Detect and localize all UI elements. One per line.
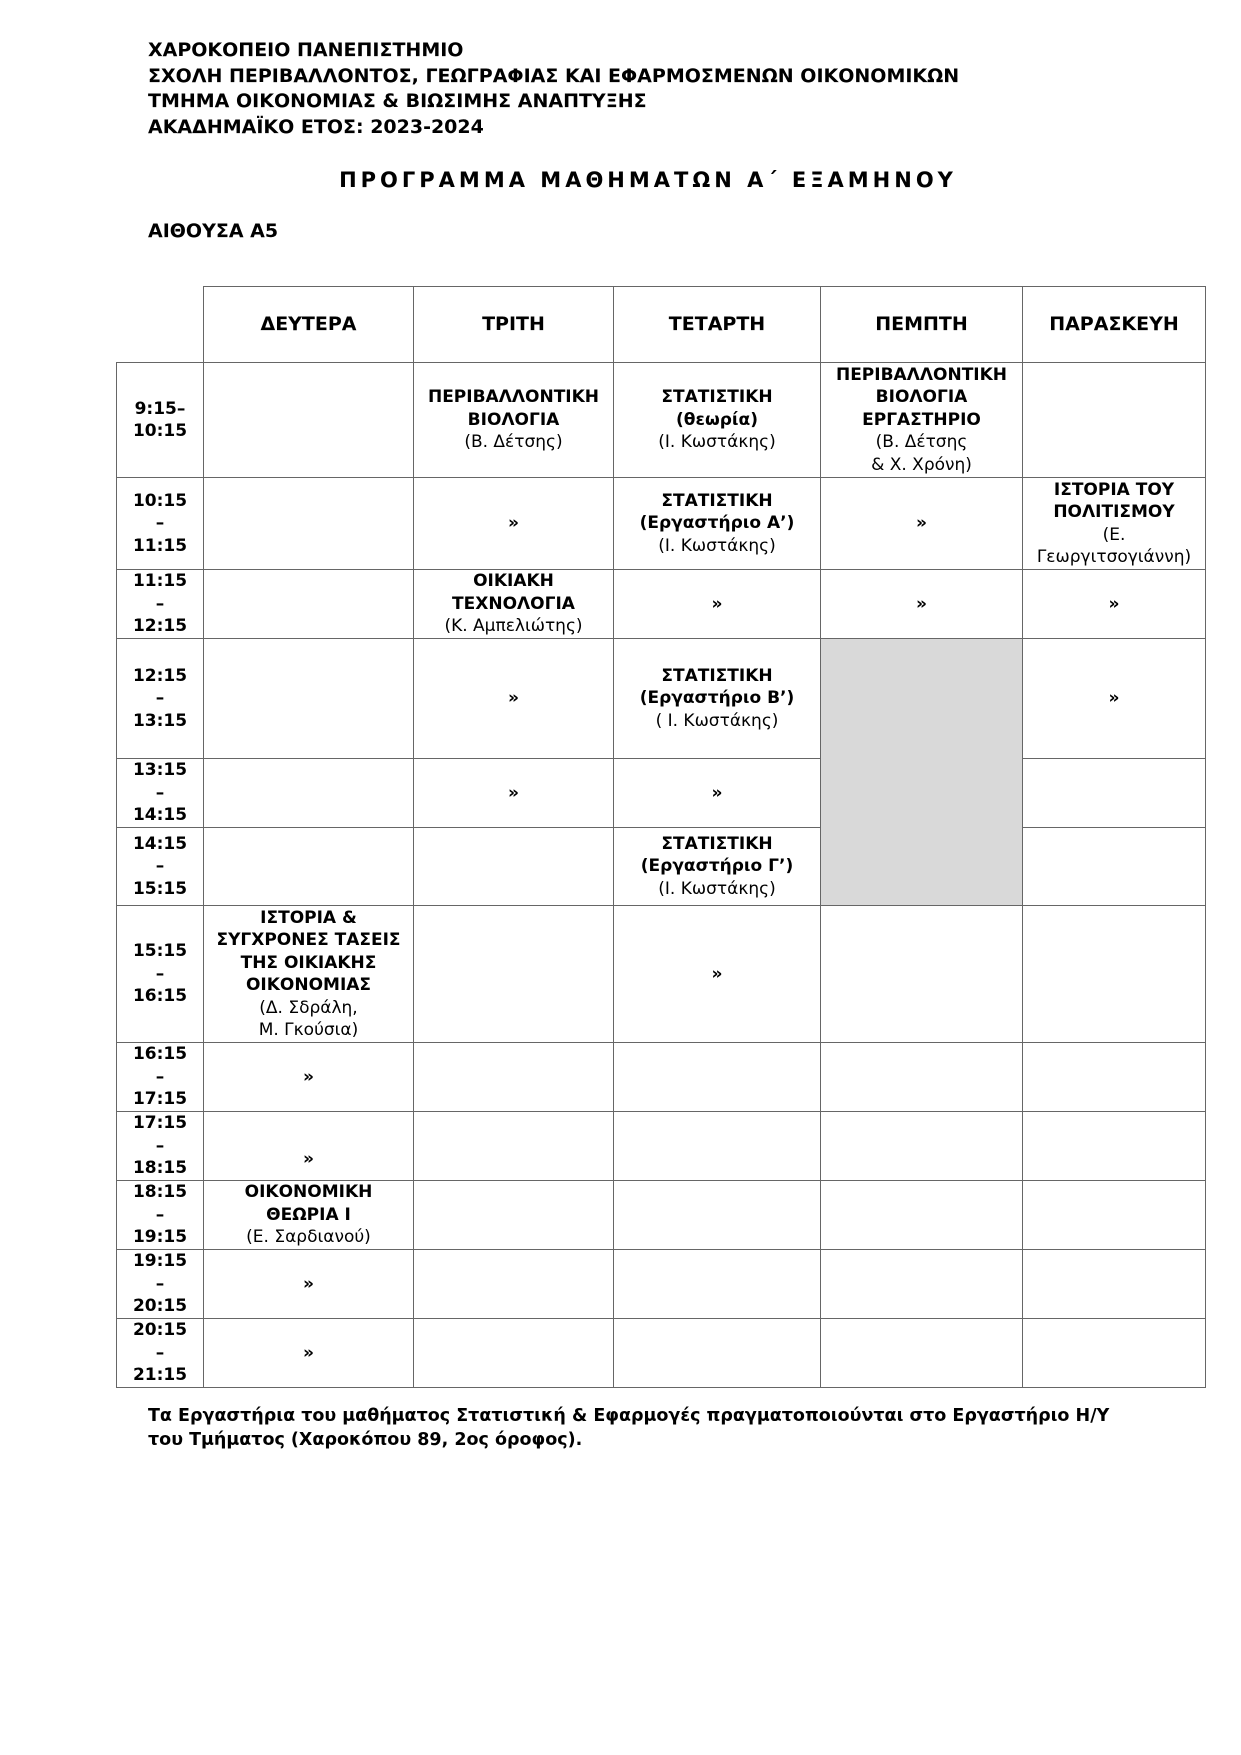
course-title: ΘΕΩΡΙΑ Ι <box>266 1204 351 1225</box>
schedule-cell <box>204 478 414 570</box>
table-row <box>117 478 1206 570</box>
table-row <box>117 1181 1206 1250</box>
time-slot <box>117 759 204 828</box>
course-title: ΣΤΑΤΙΣΤΙΚΗ <box>661 833 773 854</box>
time-slot <box>117 1319 204 1388</box>
time-text: 11:15 <box>132 571 188 592</box>
time-text: – <box>155 1066 165 1087</box>
time-text: 17:15 <box>132 1113 188 1134</box>
schedule-cell <box>414 1250 614 1319</box>
time-text: 11:15 <box>132 535 188 556</box>
day-header-friday: ΠΑΡΑΣΚΕΥΗ <box>1023 287 1206 363</box>
time-slot <box>117 828 204 906</box>
time-text: – <box>155 1273 165 1294</box>
schedule-cell <box>821 1250 1023 1319</box>
time-text: 17:15 <box>132 1089 188 1110</box>
schedule-cell <box>1023 363 1206 478</box>
schedule-cell <box>614 1112 821 1181</box>
course-title: ΤΗΣ ΟΙΚΙΑΚΗΣ <box>240 952 377 973</box>
course-cell <box>614 478 821 570</box>
course-title: ΙΣΤΟΡΙΑ & <box>260 907 357 928</box>
schedule-cell <box>204 639 414 759</box>
schedule-cell <box>1023 1250 1206 1319</box>
schedule-cell <box>821 1319 1023 1388</box>
time-text: 18:15 <box>132 1158 188 1179</box>
continuation-mark: » <box>204 1112 414 1181</box>
time-slot <box>117 1250 204 1319</box>
instructor: Μ. Γκούσια) <box>258 1020 359 1040</box>
time-text: – <box>155 688 165 709</box>
schedule-cell <box>821 1043 1023 1112</box>
table-row <box>117 828 1206 906</box>
schedule-cell <box>821 1112 1023 1181</box>
instructor: (Ι. Κωστάκης) <box>658 432 776 453</box>
school-name: ΣΧΟΛΗ ΠΕΡΙΒΑΛΛΟΝΤΟΣ, ΓΕΩΓΡΑΦΙΑΣ ΚΑΙ ΕΦΑΡΜΟΣΜΕΝΩΝ ΟΙΚΟΝΟΜΙΚΩΝ <box>148 64 960 87</box>
time-text: 9:15–10:15 <box>132 398 188 441</box>
course-title: ΣΥΓΧΡΟΝΕΣ ΤΑΣΕΙΣ <box>216 930 401 950</box>
department-name: ΤΜΗΜΑ ΟΙΚΟΝΟΜΙΑΣ & ΒΙΩΣΙΜΗΣ ΑΝΑΠΤΥΞΗΣ <box>148 90 647 112</box>
schedule-cell <box>1023 906 1206 1043</box>
time-text: 19:15 <box>132 1251 188 1272</box>
course-title: ΟΙΚΟΝΟΜΙΑΣ <box>245 975 372 995</box>
time-text: 14:15 <box>132 805 188 826</box>
time-text: 12:15 <box>132 616 188 637</box>
continuation-mark: » <box>614 906 821 1043</box>
schedule-cell <box>204 363 414 478</box>
table-row <box>117 363 1206 478</box>
academic-year: ΑΚΑΔΗΜΑΪΚΟ ΕΤΟΣ: 2023-2024 <box>148 115 484 138</box>
course-title: ΣΤΑΤΙΣΤΙΚΗ <box>661 490 773 511</box>
instructor: (Ε. Σαρδιανού) <box>246 1227 371 1248</box>
table-row <box>117 1319 1206 1388</box>
table-row <box>117 1250 1206 1319</box>
course-title: ΟΙΚΟΝΟΜΙΚΗ <box>244 1182 373 1203</box>
time-text: 10:15 <box>132 490 188 511</box>
schedule-cell <box>414 1181 614 1250</box>
time-slot <box>117 570 204 639</box>
course-cell <box>204 906 414 1043</box>
course-cell <box>614 363 821 478</box>
continuation-mark: » <box>414 478 614 570</box>
continuation-mark: » <box>414 639 614 759</box>
continuation-mark: » <box>1023 639 1206 759</box>
schedule-cell <box>1023 1181 1206 1250</box>
schedule-cell <box>1023 1319 1206 1388</box>
course-cell <box>204 1181 414 1250</box>
continuation-mark: » <box>1023 570 1206 639</box>
time-slot <box>117 478 204 570</box>
course-title: ΒΙΟΛΟΓΙΑ <box>467 409 560 430</box>
time-text: 21:15 <box>132 1365 188 1386</box>
time-text: 16:15 <box>132 986 188 1007</box>
table-row <box>117 906 1206 1043</box>
page-title: ΠΡΟΓΡΑΜΜΑ ΜΑΘΗΜΑΤΩΝ Α΄ ΕΞΑΜΗΝΟΥ <box>339 168 957 192</box>
time-text: 15:15 <box>132 941 188 962</box>
schedule-cell <box>614 1181 821 1250</box>
time-text: 20:15 <box>132 1296 188 1317</box>
instructor: (Β. Δέτσης <box>875 432 968 453</box>
course-title: ΕΡΓΑΣΤΗΡΙΟ <box>862 409 981 430</box>
course-cell <box>414 570 614 639</box>
document-header <box>148 38 959 140</box>
schedule-cell <box>1023 1112 1206 1181</box>
schedule-cell <box>821 906 1023 1043</box>
time-text: 15:15 <box>132 878 188 899</box>
instructor: & Χ. Χρόνη) <box>871 454 972 475</box>
day-header-tuesday: ΤΡΙΤΗ <box>414 287 614 363</box>
instructor: Γεωργιτσογιάννη) <box>1036 547 1192 567</box>
table-row <box>117 570 1206 639</box>
schedule-cell <box>414 828 614 906</box>
corner-cell <box>117 287 204 363</box>
university-name: ΧΑΡΟΚΟΠΕΙΟ ΠΑΝΕΠΙΣΤΗΜΙΟ <box>148 39 464 61</box>
schedule-cell <box>821 1181 1023 1250</box>
time-text: 14:15 <box>132 833 188 854</box>
time-slot <box>117 1181 204 1250</box>
continuation-mark: » <box>204 1043 414 1112</box>
time-text: – <box>155 1204 165 1225</box>
course-title: (Εργαστήριο Α’) <box>639 513 795 534</box>
schedule-cell <box>414 1319 614 1388</box>
day-header-wednesday: ΤΕΤΑΡΤΗ <box>614 287 821 363</box>
time-text: 16:15 <box>132 1044 188 1065</box>
time-text: – <box>155 782 165 803</box>
table-row <box>117 759 1206 828</box>
schedule-cell <box>614 1319 821 1388</box>
course-title: ΒΙΟΛΟΓΙΑ <box>875 387 968 408</box>
instructor: (Ι. Κωστάκης) <box>658 878 776 899</box>
time-text: 12:15 <box>132 665 188 686</box>
schedule-cell <box>414 1043 614 1112</box>
instructor: (Ι. Κωστάκης) <box>658 535 776 556</box>
time-text: – <box>155 1342 165 1363</box>
course-title: ΠΟΛΙΤΙΣΜΟΥ <box>1053 502 1175 522</box>
continuation-mark: » <box>204 1319 414 1388</box>
instructor: ( Ι. Κωστάκης) <box>655 710 779 731</box>
continuation-mark: » <box>821 478 1023 570</box>
unavailable-block <box>821 639 1023 906</box>
schedule-cell <box>1023 759 1206 828</box>
time-text: – <box>155 963 165 984</box>
time-text: 13:15 <box>132 710 188 731</box>
course-cell <box>414 363 614 478</box>
room-label: ΑΙΘΟΥΣΑ Α5 <box>148 220 279 242</box>
schedule-cell <box>204 828 414 906</box>
schedule-cell <box>204 759 414 828</box>
instructor: (Δ. Σδράλη, <box>259 997 358 1018</box>
course-cell <box>614 639 821 759</box>
schedule-cell <box>614 1250 821 1319</box>
time-text: 20:15 <box>132 1320 188 1341</box>
course-cell <box>614 828 821 906</box>
time-slot <box>117 363 204 478</box>
schedule-cell <box>414 906 614 1043</box>
schedule-cell <box>204 570 414 639</box>
time-text: – <box>155 513 165 534</box>
course-title: (Εργαστήριο Β’) <box>639 688 795 709</box>
time-text: – <box>155 593 165 614</box>
time-slot <box>117 1112 204 1181</box>
course-title: ΣΤΑΤΙΣΤΙΚΗ <box>661 665 773 686</box>
course-title: (θεωρία) <box>676 409 758 430</box>
schedule-cell <box>1023 1043 1206 1112</box>
time-slot <box>117 1043 204 1112</box>
day-header-thursday: ΠΕΜΠΤΗ <box>821 287 1023 363</box>
schedule-table <box>116 286 1206 1388</box>
schedule-cell <box>1023 828 1206 906</box>
course-title: ΣΤΑΤΙΣΤΙΚΗ <box>661 387 773 408</box>
course-title: ΤΕΧΝΟΛΟΓΙΑ <box>452 593 575 614</box>
course-title: ΠΕΡΙΒΑΛΛΟΝΤΙΚΗ <box>835 364 1008 385</box>
instructor: (Κ. Αμπελιώτης) <box>444 616 583 637</box>
instructor: (Ε. <box>1102 524 1126 545</box>
course-cell <box>821 363 1023 478</box>
table-row <box>117 1112 1206 1181</box>
table-row <box>117 639 1206 759</box>
continuation-mark: » <box>614 570 821 639</box>
time-slot <box>117 639 204 759</box>
time-slot <box>117 906 204 1043</box>
instructor: (Β. Δέτσης) <box>464 432 563 453</box>
course-title: ΙΣΤΟΡΙΑ ΤΟΥ <box>1053 479 1175 500</box>
course-title: ΟΙΚΙΑΚΗ <box>473 571 554 592</box>
continuation-mark: » <box>821 570 1023 639</box>
day-header-monday: ΔΕΥΤΕΡΑ <box>204 287 414 363</box>
schedule-cell <box>614 1043 821 1112</box>
continuation-mark: » <box>204 1250 414 1319</box>
course-title: ΠΕΡΙΒΑΛΛΟΝΤΙΚΗ <box>427 387 600 408</box>
continuation-mark: » <box>614 759 821 828</box>
time-text: – <box>155 856 165 877</box>
course-title: (Εργαστήριο Γ’) <box>640 856 794 877</box>
continuation-mark: » <box>414 759 614 828</box>
schedule-cell <box>414 1112 614 1181</box>
time-text: – <box>155 1135 165 1156</box>
time-text: 18:15 <box>132 1182 188 1203</box>
table-row <box>117 1043 1206 1112</box>
time-text: 13:15 <box>132 760 188 781</box>
table-header-row <box>117 287 1206 363</box>
time-text: 19:15 <box>132 1227 188 1248</box>
footnote: Τα Εργαστήρια του μαθήματος Στατιστική & Εφαρμογές πραγματοποιούνται στο Εργαστήριο Η/Υ του Τμήματος (Χαροκόπου 89, 2ος όροφος). <box>148 1406 1110 1450</box>
course-cell <box>1023 478 1206 570</box>
